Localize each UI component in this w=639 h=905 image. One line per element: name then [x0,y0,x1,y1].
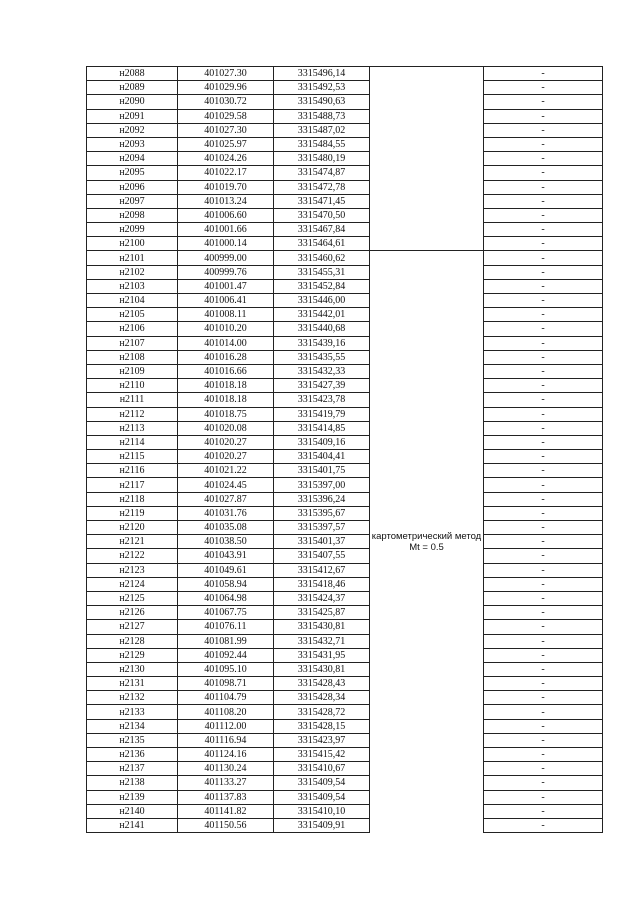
table-row [87,535,603,549]
point-name-cell: н2126 [87,606,178,620]
x-coordinate-cell: 401098.71 [178,677,274,691]
x-coordinate-cell: 401133.27 [178,776,274,790]
x-coordinate-cell: 401038.50 [178,535,274,549]
point-name-cell: н2110 [87,379,178,393]
y-coordinate-cell: 3315427,39 [274,379,370,393]
table-row [87,237,603,251]
y-coordinate-cell: 3315397,00 [274,478,370,492]
point-name-cell: н2115 [87,450,178,464]
mark-cell: - [484,748,603,762]
x-coordinate-cell: 401029.96 [178,81,274,95]
table-row [87,705,603,719]
mark-cell: - [484,407,603,421]
y-coordinate-cell: 3315409,54 [274,790,370,804]
x-coordinate-cell: 401030.72 [178,95,274,109]
mark-cell: - [484,237,603,251]
y-coordinate-cell: 3315452,84 [274,279,370,293]
y-coordinate-cell: 3315472,78 [274,180,370,194]
x-coordinate-cell: 401137.83 [178,790,274,804]
y-coordinate-cell: 3315470,50 [274,208,370,222]
x-coordinate-cell: 401025.97 [178,137,274,151]
mark-cell: - [484,733,603,747]
y-coordinate-cell: 3315404,41 [274,450,370,464]
point-name-cell: н2132 [87,691,178,705]
table-row [87,336,603,350]
mark-cell: - [484,535,603,549]
mark-cell: - [484,393,603,407]
table-row [87,166,603,180]
point-name-cell: н2106 [87,322,178,336]
point-name-cell: н2133 [87,705,178,719]
y-coordinate-cell: 3315409,54 [274,776,370,790]
point-name-cell: н2098 [87,208,178,222]
table-row [87,648,603,662]
point-name-cell: н2109 [87,364,178,378]
y-coordinate-cell: 3315407,55 [274,549,370,563]
x-coordinate-cell: 401020.27 [178,435,274,449]
mark-cell: - [484,294,603,308]
table-row [87,350,603,364]
x-coordinate-cell: 401013.24 [178,194,274,208]
mark-cell: - [484,265,603,279]
x-coordinate-cell: 401150.56 [178,818,274,832]
x-coordinate-cell: 401027.30 [178,123,274,137]
mark-cell: - [484,379,603,393]
x-coordinate-cell: 401022.17 [178,166,274,180]
mark-cell: - [484,464,603,478]
point-name-cell: н2141 [87,818,178,832]
x-coordinate-cell: 401018.75 [178,407,274,421]
y-coordinate-cell: 3315496,14 [274,67,370,81]
y-coordinate-cell: 3315484,55 [274,137,370,151]
x-coordinate-cell: 401018.18 [178,379,274,393]
mark-cell: - [484,577,603,591]
y-coordinate-cell: 3315474,87 [274,166,370,180]
x-coordinate-cell: 401019.70 [178,180,274,194]
point-name-cell: н2096 [87,180,178,194]
x-coordinate-cell: 401035.08 [178,521,274,535]
table-row [87,364,603,378]
y-coordinate-cell: 3315428,15 [274,719,370,733]
table-row [87,308,603,322]
y-coordinate-cell: 3315464,61 [274,237,370,251]
y-coordinate-cell: 3315414,85 [274,421,370,435]
table-row [87,804,603,818]
point-name-cell: н2093 [87,137,178,151]
mark-cell: - [484,719,603,733]
table-row [87,748,603,762]
mark-cell: - [484,208,603,222]
mark-cell: - [484,804,603,818]
table-row [87,450,603,464]
table-row [87,152,603,166]
point-name-cell: н2137 [87,762,178,776]
table-row [87,762,603,776]
y-coordinate-cell: 3315410,10 [274,804,370,818]
y-coordinate-cell: 3315431,95 [274,648,370,662]
x-coordinate-cell: 401027.87 [178,492,274,506]
x-coordinate-cell: 401001.66 [178,223,274,237]
mark-cell: - [484,662,603,676]
point-name-cell: н2108 [87,350,178,364]
mark-cell: - [484,251,603,265]
x-coordinate-cell: 401006.60 [178,208,274,222]
mark-cell: - [484,478,603,492]
table-row [87,379,603,393]
y-coordinate-cell: 3315455,31 [274,265,370,279]
y-coordinate-cell: 3315412,67 [274,563,370,577]
x-coordinate-cell: 401029.58 [178,109,274,123]
point-name-cell: н2128 [87,634,178,648]
x-coordinate-cell: 401024.45 [178,478,274,492]
mark-cell: - [484,620,603,634]
mark-cell: - [484,435,603,449]
x-coordinate-cell: 401049.61 [178,563,274,577]
y-coordinate-cell: 3315439,16 [274,336,370,350]
table-row [87,322,603,336]
table-row [87,577,603,591]
x-coordinate-cell: 401064.98 [178,591,274,605]
coordinates-table-page [86,66,602,833]
mark-cell: - [484,279,603,293]
point-name-cell: н2100 [87,237,178,251]
table-row [87,137,603,151]
y-coordinate-cell: 3315435,55 [274,350,370,364]
y-coordinate-cell: 3315432,33 [274,364,370,378]
point-name-cell: н2136 [87,748,178,762]
point-name-cell: н2107 [87,336,178,350]
point-name-cell: н2139 [87,790,178,804]
table-row [87,620,603,634]
mark-cell: - [484,691,603,705]
point-name-cell: н2091 [87,109,178,123]
mark-cell: - [484,194,603,208]
point-name-cell: н2124 [87,577,178,591]
mark-cell: - [484,137,603,151]
table-row [87,790,603,804]
mark-cell: - [484,606,603,620]
x-coordinate-cell: 401024.26 [178,152,274,166]
point-name-cell: н2092 [87,123,178,137]
table-row [87,662,603,676]
table-row [87,294,603,308]
x-coordinate-cell: 401018.18 [178,393,274,407]
point-name-cell: н2089 [87,81,178,95]
x-coordinate-cell: 401020.27 [178,450,274,464]
y-coordinate-cell: 3315423,97 [274,733,370,747]
y-coordinate-cell: 3315395,67 [274,506,370,520]
y-coordinate-cell: 3315419,79 [274,407,370,421]
coordinates-table [86,66,603,833]
point-name-cell: н2130 [87,662,178,676]
y-coordinate-cell: 3315428,72 [274,705,370,719]
x-coordinate-cell: 401010.20 [178,322,274,336]
table-row [87,549,603,563]
mark-cell: - [484,818,603,832]
point-name-cell: н2113 [87,421,178,435]
coordinates-table-body [87,67,603,833]
point-name-cell: н2127 [87,620,178,634]
point-name-cell: н2125 [87,591,178,605]
mark-cell: - [484,152,603,166]
y-coordinate-cell: 3315490,63 [274,95,370,109]
y-coordinate-cell: 3315425,87 [274,606,370,620]
x-coordinate-cell: 401006.41 [178,294,274,308]
table-row [87,407,603,421]
x-coordinate-cell: 401000.14 [178,237,274,251]
y-coordinate-cell: 3315432,71 [274,634,370,648]
table-row [87,265,603,279]
x-coordinate-cell: 401020.08 [178,421,274,435]
point-name-cell: н2095 [87,166,178,180]
mark-cell: - [484,634,603,648]
mark-cell: - [484,591,603,605]
method-cell-upper [370,67,484,251]
table-row [87,719,603,733]
y-coordinate-cell: 3315430,81 [274,662,370,676]
y-coordinate-cell: 3315460,62 [274,251,370,265]
x-coordinate-cell: 401124.16 [178,748,274,762]
point-name-cell: н2135 [87,733,178,747]
y-coordinate-cell: 3315471,45 [274,194,370,208]
mark-cell: - [484,492,603,506]
x-coordinate-cell: 401112.00 [178,719,274,733]
point-name-cell: н2118 [87,492,178,506]
accuracy-method-cell: картометрический метод Mt = 0.5 [370,251,484,833]
y-coordinate-cell: 3315428,43 [274,677,370,691]
x-coordinate-cell: 401141.82 [178,804,274,818]
point-name-cell: н2103 [87,279,178,293]
point-name-cell: н2121 [87,535,178,549]
point-name-cell: н2119 [87,506,178,520]
mark-cell: - [484,776,603,790]
table-row [87,223,603,237]
mark-cell: - [484,123,603,137]
x-coordinate-cell: 400999.00 [178,251,274,265]
x-coordinate-cell: 401095.10 [178,662,274,676]
table-row [87,279,603,293]
x-coordinate-cell: 401016.66 [178,364,274,378]
table-row [87,677,603,691]
x-coordinate-cell: 401021.22 [178,464,274,478]
y-coordinate-cell: 3315396,24 [274,492,370,506]
point-name-cell: н2140 [87,804,178,818]
table-row [87,208,603,222]
mark-cell: - [484,81,603,95]
mark-cell: - [484,563,603,577]
y-coordinate-cell: 3315409,16 [274,435,370,449]
y-coordinate-cell: 3315446,00 [274,294,370,308]
mark-cell: - [484,336,603,350]
mark-cell: - [484,166,603,180]
mark-cell: - [484,95,603,109]
table-row [87,109,603,123]
mark-cell: - [484,677,603,691]
point-name-cell: н2097 [87,194,178,208]
mark-cell: - [484,364,603,378]
point-name-cell: н2114 [87,435,178,449]
y-coordinate-cell: 3315442,01 [274,308,370,322]
mark-cell: - [484,180,603,194]
table-row [87,67,603,81]
x-coordinate-cell: 401008.11 [178,308,274,322]
x-coordinate-cell: 401058.94 [178,577,274,591]
table-row [87,506,603,520]
table-row [87,478,603,492]
mark-cell: - [484,223,603,237]
point-name-cell: н2117 [87,478,178,492]
table-row [87,123,603,137]
y-coordinate-cell: 3315397,57 [274,521,370,535]
table-row [87,194,603,208]
x-coordinate-cell: 401108.20 [178,705,274,719]
y-coordinate-cell: 3315410,67 [274,762,370,776]
point-name-cell: н2099 [87,223,178,237]
x-coordinate-cell: 401130.24 [178,762,274,776]
x-coordinate-cell: 401043.91 [178,549,274,563]
mark-cell: - [484,350,603,364]
x-coordinate-cell: 401081.99 [178,634,274,648]
point-name-cell: н2094 [87,152,178,166]
point-name-cell: н2111 [87,393,178,407]
table-row [87,634,603,648]
y-coordinate-cell: 3315428,34 [274,691,370,705]
mark-cell: - [484,109,603,123]
mark-cell: - [484,450,603,464]
y-coordinate-cell: 3315401,37 [274,535,370,549]
table-row [87,818,603,832]
mark-cell: - [484,308,603,322]
x-coordinate-cell: 401116.94 [178,733,274,747]
point-name-cell: н2116 [87,464,178,478]
mark-cell: - [484,790,603,804]
point-name-cell: н2138 [87,776,178,790]
mark-cell: - [484,421,603,435]
y-coordinate-cell: 3315492,53 [274,81,370,95]
table-row [87,180,603,194]
point-name-cell: н2123 [87,563,178,577]
mark-cell: - [484,67,603,81]
y-coordinate-cell: 3315418,46 [274,577,370,591]
x-coordinate-cell: 401076.11 [178,620,274,634]
y-coordinate-cell: 3315415,42 [274,748,370,762]
x-coordinate-cell: 401001.47 [178,279,274,293]
x-coordinate-cell: 401067.75 [178,606,274,620]
mark-cell: - [484,762,603,776]
table-row [87,492,603,506]
point-name-cell: н2122 [87,549,178,563]
table-row [87,421,603,435]
table-row [87,563,603,577]
table-row [87,251,603,265]
point-name-cell: н2101 [87,251,178,265]
y-coordinate-cell: 3315430,81 [274,620,370,634]
table-row [87,691,603,705]
y-coordinate-cell: 3315467,84 [274,223,370,237]
point-name-cell: н2102 [87,265,178,279]
x-coordinate-cell: 401031.76 [178,506,274,520]
table-row [87,464,603,478]
table-row [87,591,603,605]
mark-cell: - [484,322,603,336]
mark-cell: - [484,506,603,520]
y-coordinate-cell: 3315409,91 [274,818,370,832]
x-coordinate-cell: 401016.28 [178,350,274,364]
point-name-cell: н2129 [87,648,178,662]
x-coordinate-cell: 401027.30 [178,67,274,81]
mark-cell: - [484,521,603,535]
x-coordinate-cell: 401104.79 [178,691,274,705]
y-coordinate-cell: 3315423,78 [274,393,370,407]
x-coordinate-cell: 401014.00 [178,336,274,350]
y-coordinate-cell: 3315440,68 [274,322,370,336]
table-row [87,393,603,407]
y-coordinate-cell: 3315401,75 [274,464,370,478]
y-coordinate-cell: 3315480,19 [274,152,370,166]
point-name-cell: н2134 [87,719,178,733]
mark-cell: - [484,549,603,563]
y-coordinate-cell: 3315488,73 [274,109,370,123]
mark-cell: - [484,705,603,719]
mark-cell: - [484,648,603,662]
table-row [87,733,603,747]
table-row [87,435,603,449]
point-name-cell: н2088 [87,67,178,81]
point-name-cell: н2112 [87,407,178,421]
table-row [87,606,603,620]
table-row [87,95,603,109]
point-name-cell: н2104 [87,294,178,308]
table-row [87,81,603,95]
point-name-cell: н2131 [87,677,178,691]
point-name-cell: н2105 [87,308,178,322]
y-coordinate-cell: 3315487,02 [274,123,370,137]
y-coordinate-cell: 3315424,37 [274,591,370,605]
x-coordinate-cell: 400999.76 [178,265,274,279]
point-name-cell: н2120 [87,521,178,535]
x-coordinate-cell: 401092.44 [178,648,274,662]
table-row [87,776,603,790]
point-name-cell: н2090 [87,95,178,109]
table-row [87,521,603,535]
